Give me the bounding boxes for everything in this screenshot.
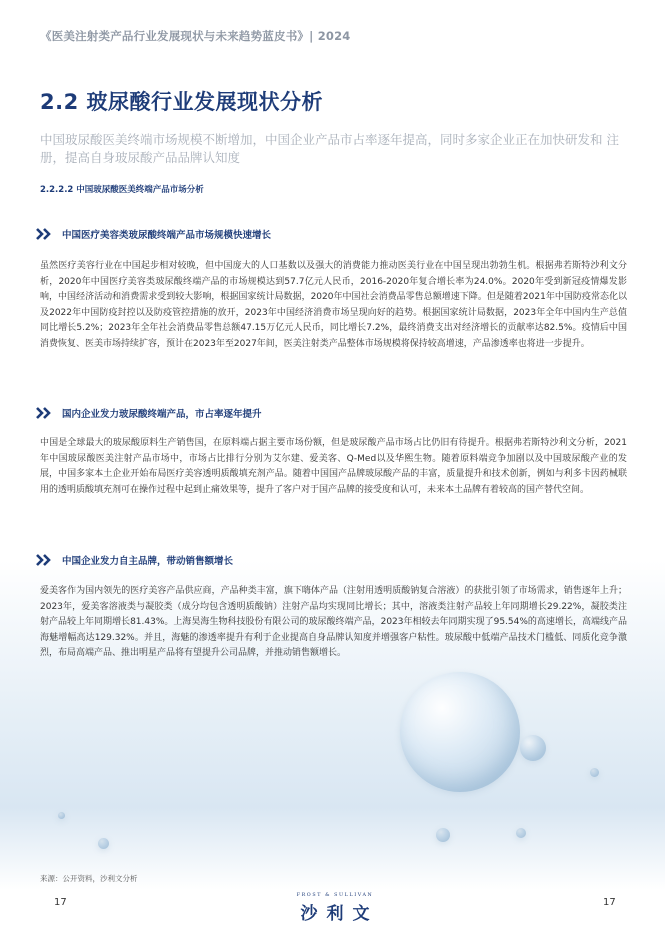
source-note: 来源：公开资料，沙利文分析 (40, 874, 138, 883)
water-bubble-small (590, 768, 599, 777)
subsection-title: 2.2.2.2 中国玻尿酸医美终端产品市场分析 (40, 185, 204, 195)
logo-chinese-text: 沙利文 (300, 904, 379, 924)
block-heading-row (36, 227, 271, 241)
block-paragraph: 虽然医疗美容行业在中国起步相对较晚，但中国庞大的人口基数以及强大的消费能力推动医美行业在中国呈现出勃勃生机。根据弗若斯特沙利文分析，2020年中国医疗美容类玻尿酸终端产品的市场规模达到57.7亿元人民币，2016-2020年复合增长率为24.0%。2020年受到新冠疫情爆发影响，中国经济活动和消费需求受到较大影响，根据国家统计局数据，2020年中国社会消费品零售总额增速下降。但是随着2021年中国防疫常态化以及2022年中国防疫封控以及防疫管控措施的放开，2023年中国经济消费市场呈现向好的趋势。根据国家统计局数据，2023年全年中国内生产总值同比增长5.2%；2023年全年社会消费品零售总额47.15万亿元人民币，同比增长7.2%，最终消费支出对经济增长的贡献率达82.5%。疫情后中国消费恢复、医美市场持续扩容，预计在2023年至2027年间，医美注射类产品整体市场规模将保持较高增速，产品渗透率也将进一步提升。 (40, 261, 627, 349)
frost-sullivan-logo (280, 893, 390, 924)
block-paragraph: 中国是全球最大的玻尿酸原料生产销售国，在原料端占据主要市场份额，但是玻尿酸产品市场占比仍旧有待提升。根据弗若斯特沙利文分析，2021年中国玻尿酸医美注射产品市场中，市场占比排行分别为艾尔建、爱美客、Q-Med以及华熙生物。随着原料端竞争加剧以及中国玻尿酸产业的发展，中国多家本土企业开始布局医疗美容透明质酸填充剂产品。随着中国国产品牌玻尿酸产品的丰富，质量提升和技术创新，例如与利多卡因药械联用的透明质酸填充剂可在操作过程中起到止痛效果等，提升了客户对于国产品牌的接受度和认可，未来本土品牌有着较高的国产替代空间。 (40, 438, 627, 495)
water-bubble-medium (520, 735, 546, 761)
block-heading-row (36, 553, 233, 567)
water-bubble-large (400, 672, 520, 792)
double-chevron-icon (36, 228, 54, 240)
section-title: 2.2 玻尿酸行业发展现状分析 (40, 90, 324, 114)
double-chevron-icon (36, 407, 54, 419)
block-paragraph: 爱美客作为国内领先的医疗美容产品供应商，产品种类丰富，旗下嗨体产品（注射用透明质酸钠复合溶液）的获批引领了市场需求，销售逐年上升；2023年，爱美客溶液类与凝胶类（成分均包含透明质酸钠）注射产品均实现同比增长；其中，溶液类注射产品较上年同期增长29.22%，凝胶类注射产品较上年同期增长81.43%。上海昊海生物科技股份有限公司的玻尿酸终端产品，2023年相较去年同期实现了95.54%的高速增长，高端线产品海魅增幅高达129.32%。并且，海魅的渗透率提升有利于企业提高自身品牌认知度并增强客户粘性。玻尿酸中低端产品技术门槛低、同质化竞争激烈，布局高端产品、推出明星产品将有望提升公司品牌，并推动销售额增长。 (40, 586, 627, 659)
page-number-left: 17 (54, 897, 67, 908)
block-heading: 中国医疗美容类玻尿酸终端产品市场规模快速增长 (62, 230, 272, 241)
water-bubble-small (436, 828, 450, 842)
block-heading-row (36, 406, 262, 420)
section-lead-text: 中国玻尿酸医美终端市场规模不断增加，中国企业产品市占率逐年提高，同时多家企业正在加快研发和 注册，提高自身玻尿酸产品品牌认知度 (40, 132, 619, 165)
block-heading: 国内企业发力玻尿酸终端产品，市占率逐年提升 (62, 409, 262, 420)
water-bubble-small (58, 812, 65, 819)
water-bubble-small (516, 828, 526, 838)
report-header: 《医美注射类产品行业发展现状与未来趋势蓝皮书》| 2024 (40, 29, 351, 43)
logo-english-text: FROST & SULLIVAN (296, 893, 374, 898)
double-chevron-icon (36, 554, 54, 566)
water-bubble-small (98, 838, 109, 849)
block-heading: 中国企业发力自主品牌，带动销售额增长 (62, 556, 234, 567)
page-number-right: 17 (603, 897, 616, 908)
